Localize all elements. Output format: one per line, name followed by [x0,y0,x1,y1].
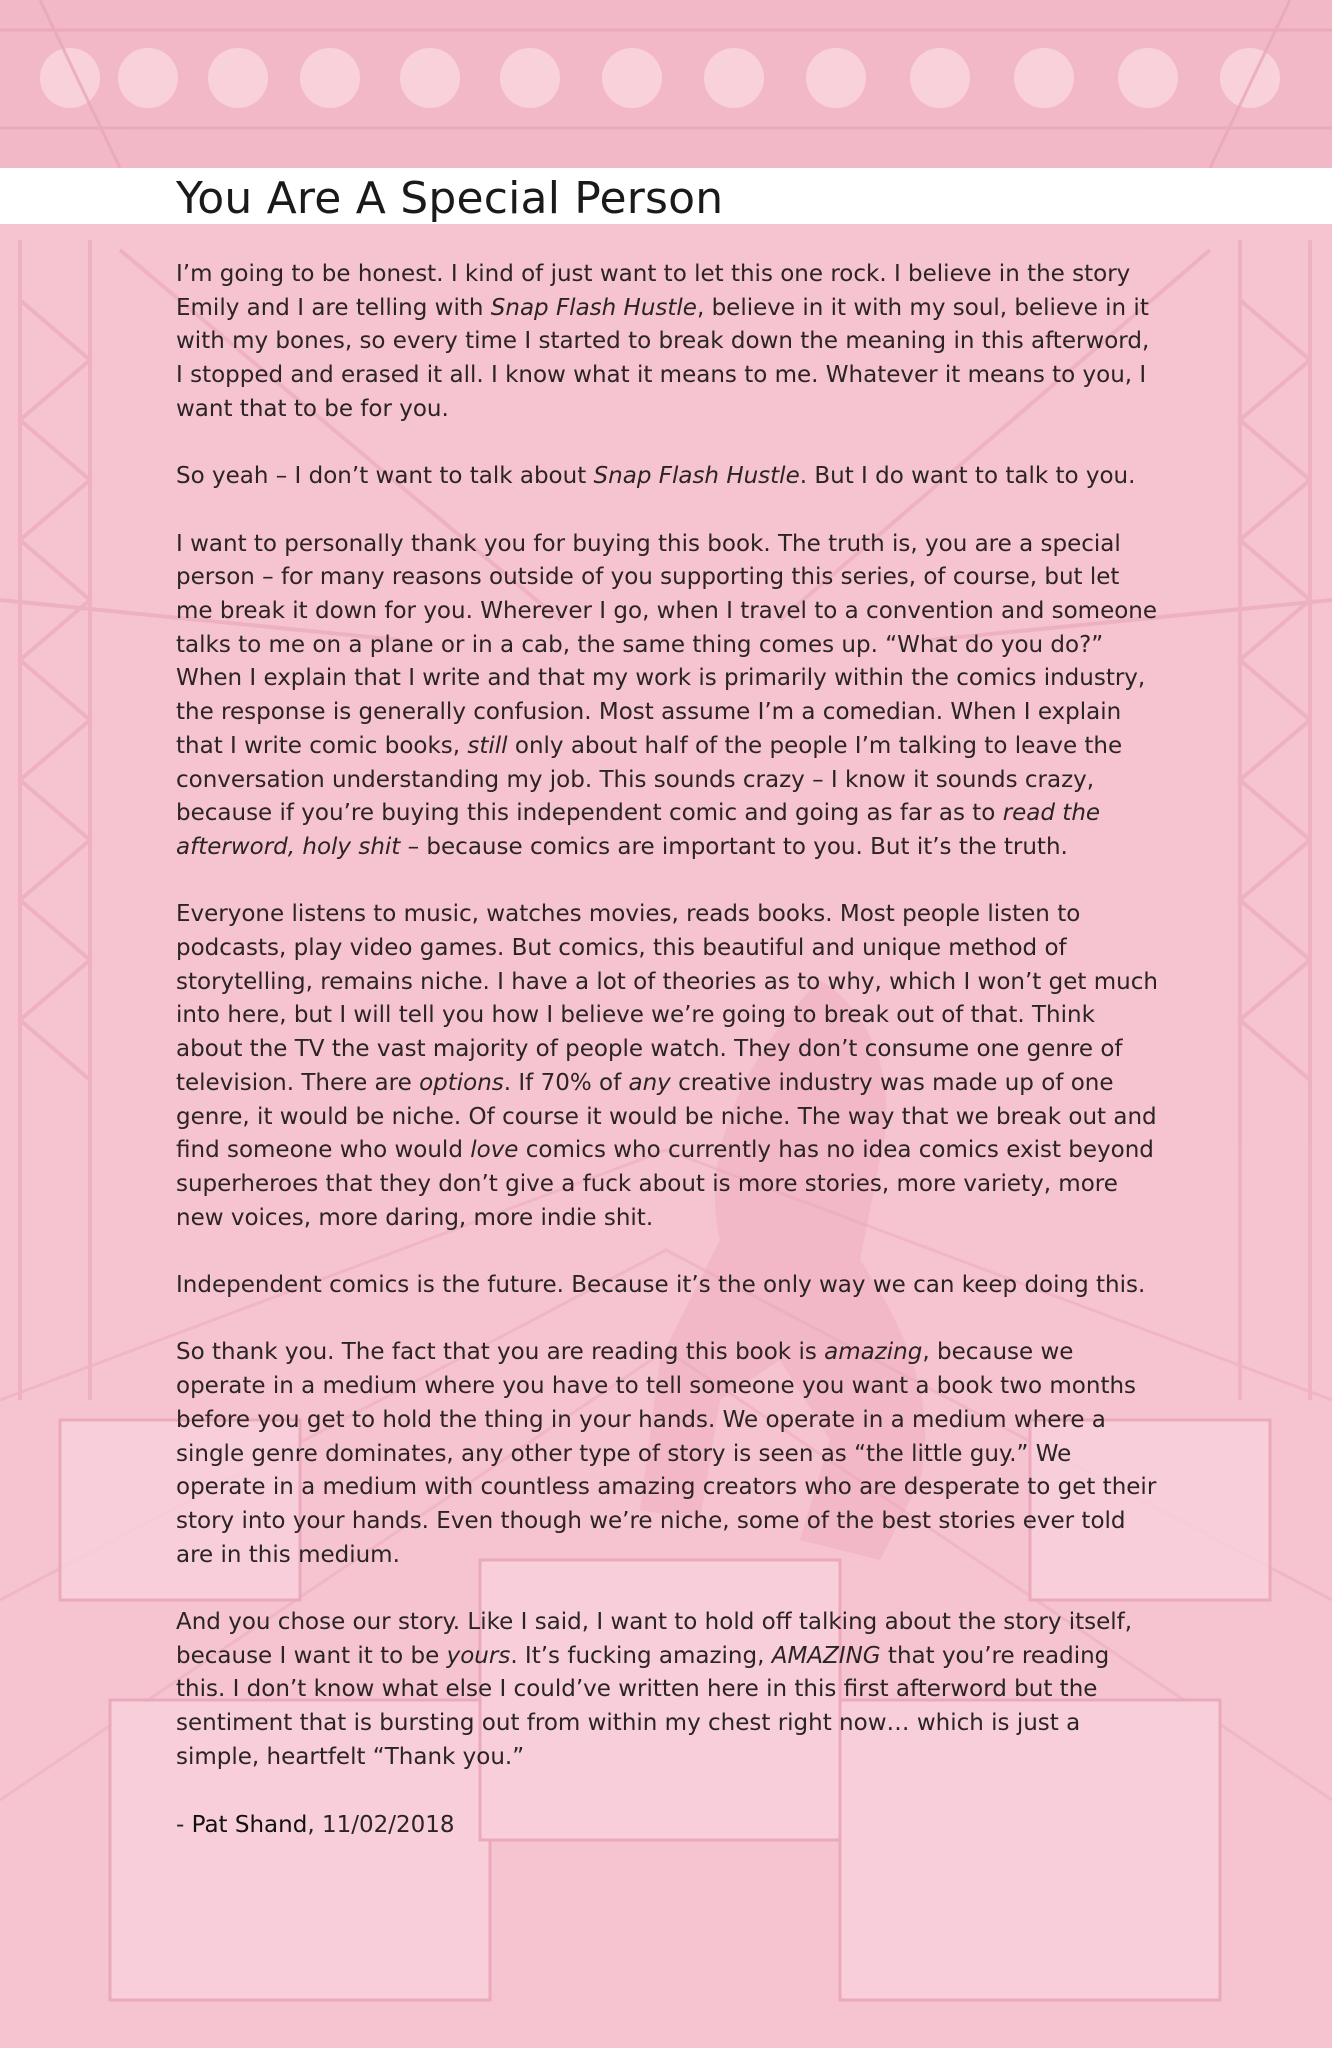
signature [176,1808,1161,1842]
text-run: I want to personally thank you for buying this book. The truth is, you are a special person – for many reasons outside of you supporting this series, of course, but let me break it down for you. Wherever I go, when I travel to a convention and someone talks to me on a plane or in a cab, the same thing comes up. “What do you do?” When I explain that I write and that my work is primarily within the comics industry, the response is generally confusion. Most assume I’m a comedian. When I explain that I write comic books, [176,530,1158,759]
text-run: I’m going to be honest. I kind of just want to let this one rock. I believe in the story Emily and I are telling with [176,261,1131,321]
text-run: So yeah – I don’t want to talk about [176,463,594,490]
page-title: You Are A Special Person [176,173,724,224]
text-run: . It’s fucking amazing, [510,1642,772,1669]
text-run: Everyone listens to music, watches movies, reads books. Most people listen to podcasts, play video games. But comics, this beautiful and unique method of storytelling, remains niche. I have a lot of theories as to why, which I won’t get much into here, but I will tell you how I believe we’re going to break out of that. Think about the TV the vast majority of people watch. They don’t consume one genre of television. There are [176,901,1158,1096]
signature-separator: , [307,1812,322,1839]
paragraph [176,460,1161,494]
italic-text: love [470,1137,519,1164]
signature-dash: - [176,1812,192,1839]
paragraph [176,528,1161,865]
signature-date: 11/02/2018 [321,1812,455,1839]
text-run: , believe in it with my soul, believe in it with my bones, so every time I started to break down the meaning in this afterword, I stopped and erased it all. I know what it means to me. Whatever it means to you, I want that to be for you. [176,294,1150,422]
author-name: Pat Shand [191,1812,308,1839]
italic-text: options [419,1069,504,1096]
italic-text: still [467,732,508,759]
text-run: , because we operate in a medium where you have to tell someone you want a book two months before you get to hold the thing in your hands. We operate in a medium where a single genre dominates, any other type of story is seen as “the little guy.” We operate in a medium with countless amazing creators who are desperate to get their story into your hands. Even though we’re niche, some of the best stories ever told are in this medium. [176,1339,1157,1568]
text-run: – because comics are important to you. But it’s the truth. [400,833,1068,860]
text-run: And you chose our story. Like I said, I want to hold off talking about the story itself, because I want it to be [176,1609,1133,1669]
text-run: . If 70% of [503,1069,629,1096]
italic-text: any [628,1069,671,1096]
text-run: . But I do want to talk to you. [799,463,1136,490]
text-run: creative industry was made up of one genre, it would be niche. Of course it would be niche. The way that we break out and find someone who would [176,1069,1157,1164]
italic-text: Snap Flash Hustle [593,463,800,490]
text-run: that you’re reading this. I don’t know what else I could’ve written here in this first afterword but the sentiment that is bursting out from within my chest right now… which is just a simple, heartfelt “Thank you.” [176,1642,1110,1770]
text-run: Independent comics is the future. Because it’s the only way we can keep doing this. [176,1272,1146,1299]
text-run: So thank you. The fact that you are reading this book is [176,1339,825,1366]
paragraph [176,898,1161,1235]
paragraph [176,1269,1161,1303]
paragraph [176,258,1161,427]
paragraph [176,1336,1161,1572]
italic-text: yours [446,1642,511,1669]
italic-text: read the afterword, holy shit [176,800,1101,860]
italic-text: Snap Flash Hustle [490,294,697,321]
text-run: only about half of the people I’m talking to leave the conversation understanding my job. This sounds crazy – I know it sounds crazy, because if you’re buying this independent comic and going as far as to [176,732,1123,827]
italic-text: amazing [824,1339,923,1366]
italic-text: AMAZING [771,1642,881,1669]
paragraph [176,1606,1161,1775]
text-run: comics who currently has no idea comics exist beyond superheroes that they don’t give a fuck about is more stories, more variety, more new voices, more daring, more indie shit. [176,1137,1154,1231]
afterword-body [176,258,1161,1842]
